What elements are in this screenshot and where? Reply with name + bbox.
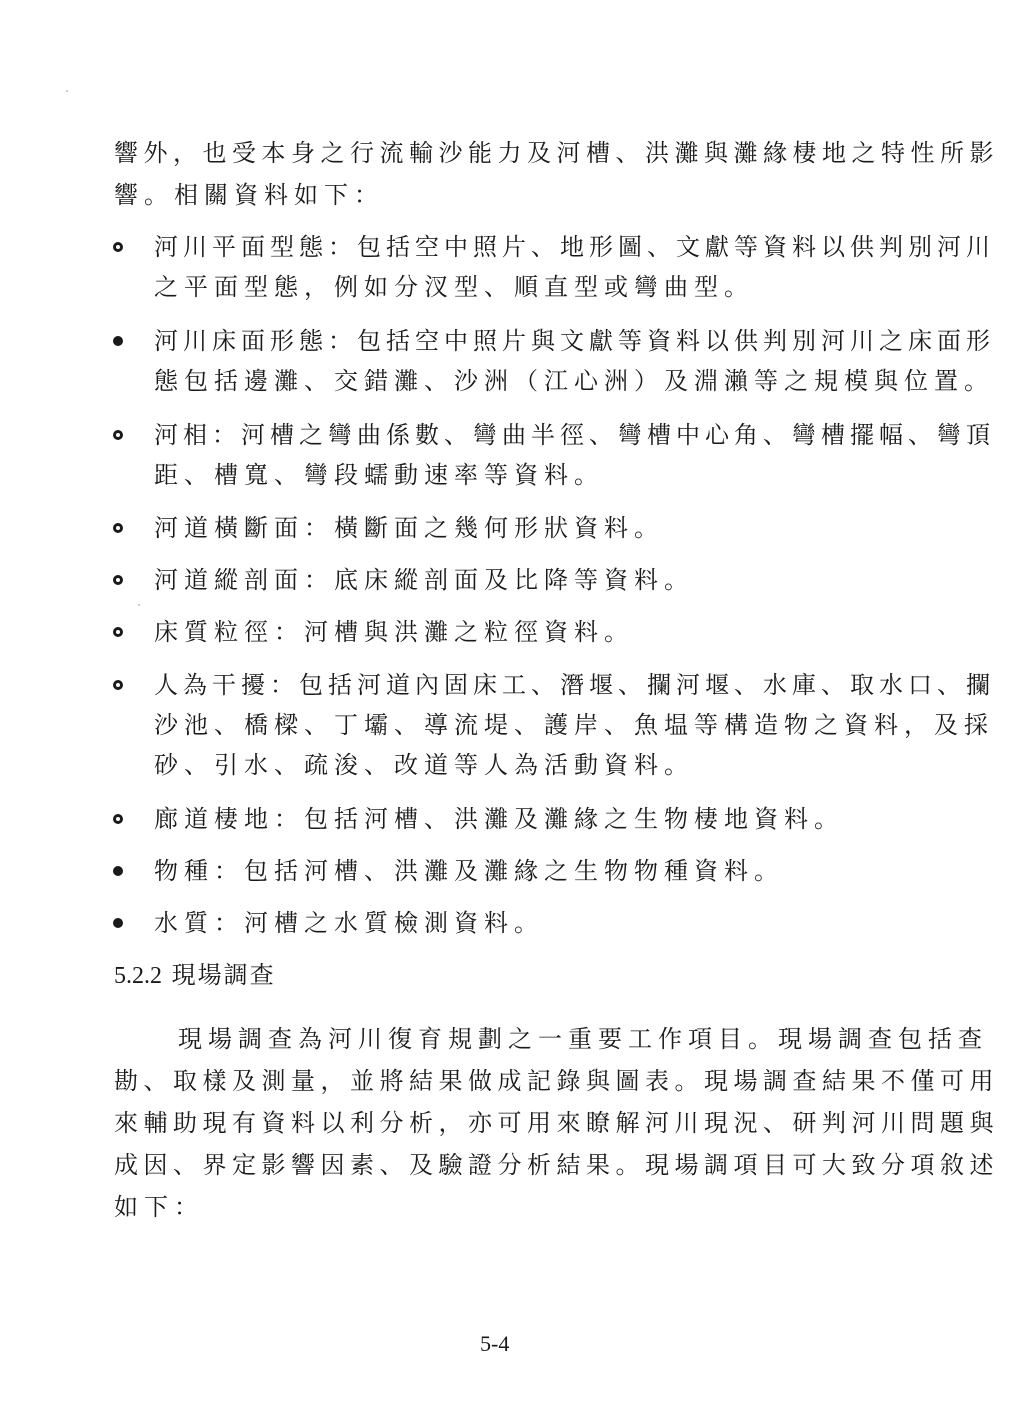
intro-line: 響。相關資料如下： — [114, 181, 384, 209]
bullet-marker — [113, 523, 123, 533]
page-number: 5-4 — [480, 1331, 510, 1356]
bullet-marker — [113, 866, 123, 876]
bullet-item-text: 人為干擾：包括河道內固床工、潛堰、攔河堰、水庫、取水口、攔 — [154, 671, 995, 699]
bullet-item-text: 河道縱剖面：底床縱剖面及比降等資料。 — [154, 566, 694, 594]
section-heading — [114, 960, 276, 991]
paragraph-line: 如下： — [114, 1193, 204, 1221]
bullet-item-text: 廊道棲地：包括河槽、洪灘及灘緣之生物棲地資料。 — [154, 805, 844, 833]
bullet-marker — [113, 627, 123, 637]
bullet-item-text: 砂、引水、疏浚、改道等人為活動資料。 — [154, 751, 694, 779]
bullet-item-text: 之平面型態，例如分汊型、順直型或彎曲型。 — [154, 273, 754, 301]
paragraph-line: 現場調查為河川復育規劃之一重要工作項目。現場調查包括查 — [178, 1025, 988, 1053]
scan-speck — [66, 90, 68, 92]
bullet-marker — [113, 918, 123, 928]
bullet-item-text: 水質：河槽之水質檢測資料。 — [154, 909, 544, 937]
bullet-marker — [113, 680, 123, 690]
scan-speck — [138, 604, 140, 606]
bullet-item-text: 河川床面形態：包括空中照片與文獻等資料以供判別河川之床面形 — [154, 327, 995, 355]
paragraph-line: 勘、取樣及測量，並將結果做成記錄與圖表。現場調查結果不僅可用 — [114, 1067, 999, 1095]
paragraph-line: 成因、界定影響因素、及驗證分析結果。現場調項目可大致分項敘述 — [114, 1151, 999, 1179]
bullet-item-text: 沙池、橋樑、丁壩、導流堤、護岸、魚塭等構造物之資料，及採 — [154, 711, 994, 739]
bullet-marker — [113, 430, 123, 440]
paragraph-line: 來輔助現有資料以利分析，亦可用來瞭解河川現況、研判河川問題與 — [114, 1109, 999, 1137]
bullet-marker — [113, 242, 123, 252]
bullet-item-text: 河道橫斷面：橫斷面之幾何形狀資料。 — [154, 514, 664, 542]
bullet-item-text: 河川平面型態：包括空中照片、地形圖、文獻等資料以供判別河川 — [154, 233, 995, 261]
bullet-item-text: 床質粒徑：河槽與洪灘之粒徑資料。 — [154, 618, 634, 646]
bullet-item-text: 距、槽寬、彎段蠕動速率等資料。 — [154, 461, 604, 489]
section-title: 現場調查 — [171, 961, 276, 989]
bullet-item-text: 河相：河槽之彎曲係數、彎曲半徑、彎槽中心角、彎槽擺幅、彎頂 — [154, 421, 995, 449]
bullet-item-text: 物種：包括河槽、洪灘及灘緣之生物物種資料。 — [154, 857, 784, 885]
intro-line: 響外，也受本身之行流輸沙能力及河槽、洪灘與灘緣棲地之特性所影 — [114, 139, 999, 167]
section-number: 5.2.2 — [114, 963, 162, 989]
bullet-item-text: 態包括邊灘、交錯灘、沙洲（江心洲）及淵瀨等之規模與位置。 — [154, 367, 994, 395]
bullet-marker — [113, 814, 123, 824]
bullet-marker — [113, 336, 123, 346]
bullet-marker — [113, 575, 123, 585]
